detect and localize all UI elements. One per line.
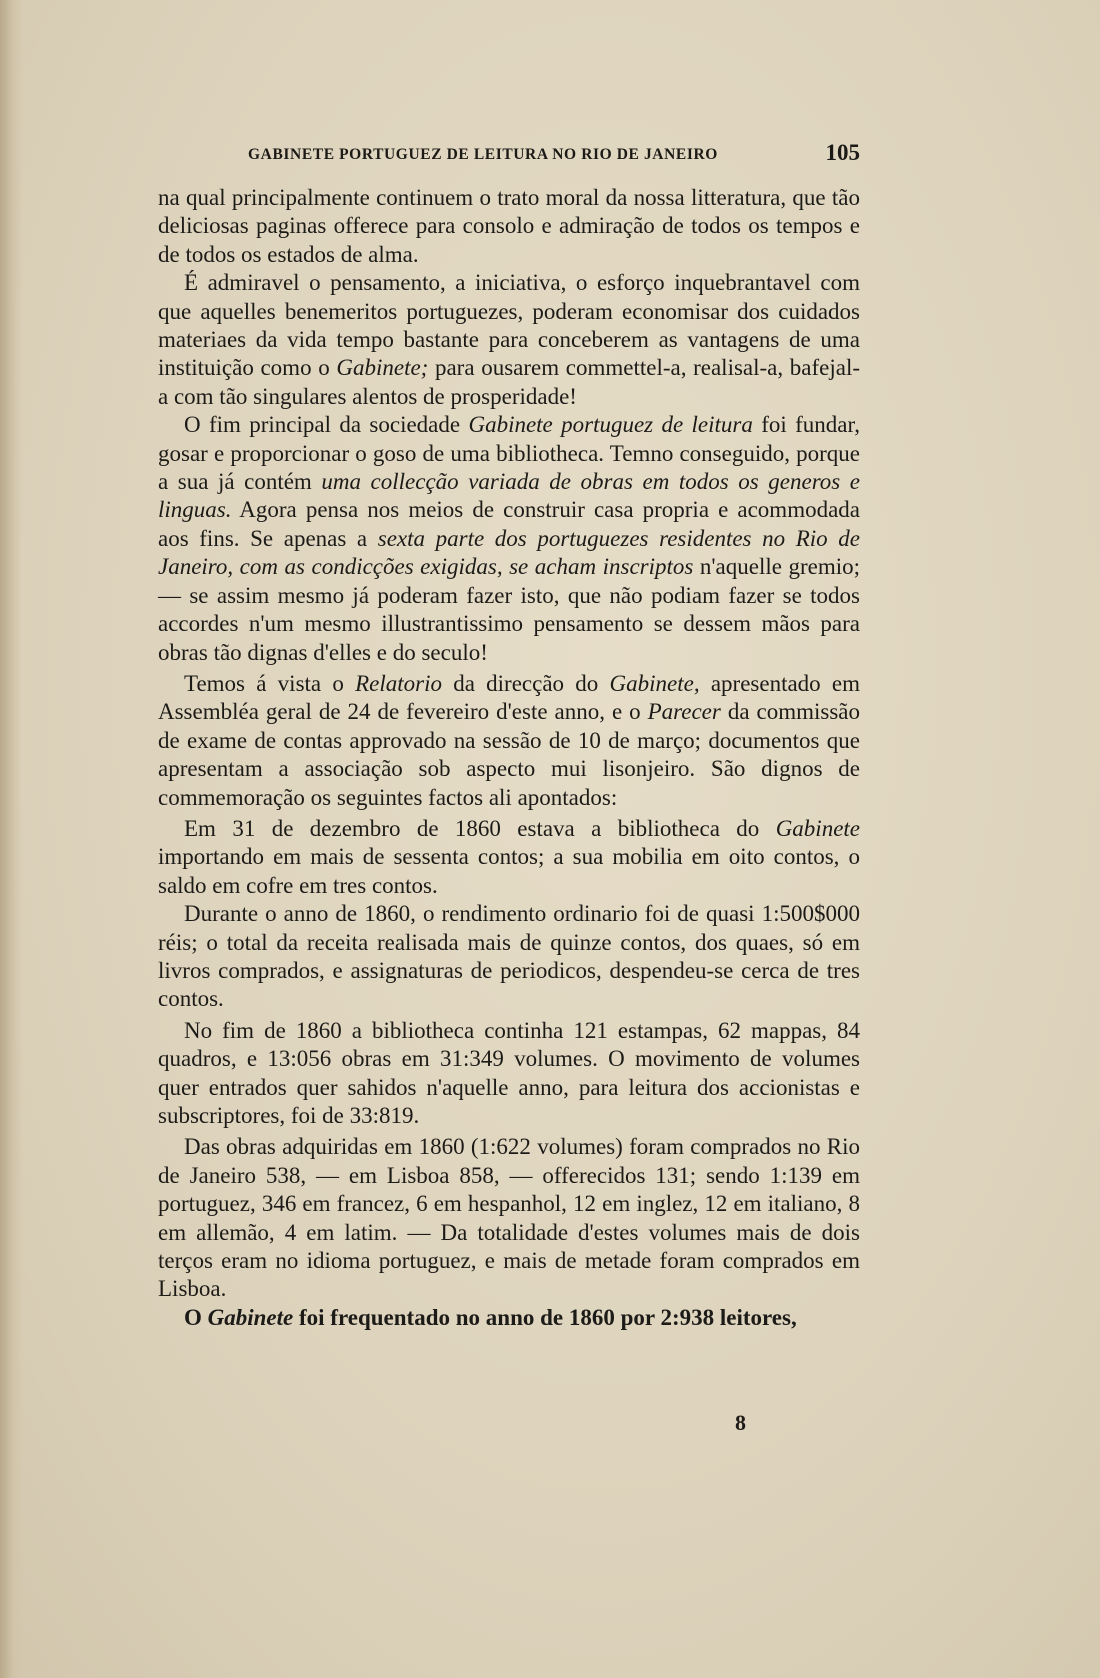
page-number: 105 — [825, 140, 860, 165]
paragraph: Das obras adquiridas em 1860 (1:622 volumes) foram comprados no Rio de Janeiro 538, — em Lisboa 858, — offerecidos 131; sendo 1:139 em portuguez, 346 em francez, 6 em hespanhol, 12 em inglez, 12 em italiano, 8 em allemão, 4 em latim. — Da totalidade d'estes volumes mais de dois terços eram no idioma portuguez, e mais de metade foram comprados em Lisboa. — [158, 1134, 860, 1302]
paragraph: Temos á vista o Relatorio da direcção do Gabinete, apresentado em Assembléa geral de 24 de fevereiro d'este anno, e o Parecer da commissão de exame de contas approvado na sessão de 10 de março; documentos que apresentam a associação sob aspecto mui lisonjeiro. São dignos de commemoração os seguintes factos ali apontados: — [158, 670, 861, 810]
page-gutter-shadow — [0, 0, 22, 1678]
paragraph: Durante o anno de 1860, o rendimento ordinario foi de quasi 1:500$000 réis; o total da receita realisada mais de quinze contos, dos quaes, só em livros comprados, e assignaturas de periodicos, despendeu-se cerca de tres contos. — [158, 901, 860, 1012]
signature-mark: 8 — [735, 1410, 746, 1435]
body-text — [158, 184, 860, 1332]
paragraph: O fim principal da sociedade Gabinete portuguez de leitura foi fundar, gosar e proporcionar o goso de uma bibliotheca. Temno conseguido, porque a sua já contém uma collecção variada de obras em todos os generos e linguas. Agora pensa nos meios de construir casa propria e acommodada aos fins. Se apenas a sexta parte dos portuguezes residentes no Rio de Janeiro, com as condicções exigidas, se acham inscriptos n'aquelle gremio; — se assim mesmo já poderam fazer isto, que não podiam fazer se todos accordes n'um mesmo illustrantissimo pensamento se dessem mãos para obras tão dignas d'elles e do seculo! — [158, 412, 860, 665]
running-title: GABINETE PORTUGUEZ DE LEITURA NO RIO DE JANEIRO — [248, 146, 718, 163]
paragraph: Em 31 de dezembro de 1860 estava a bibliotheca do Gabinete importando em mais de sessenta contos; a sua mobilia em oito contos, o saldo em cofre em tres contos. — [158, 815, 860, 898]
paragraph: É admiravel o pensamento, a iniciativa, o esforço inquebrantavel com que aquelles benemeritos portuguezes, poderam economisar dos cuidados materiaes da vida tempo bastante para conceberem as vantagens de uma instituição como o Gabinete; para ousarem commettel-a, realisal-a, bafejal-a com tão singulares alentos de prosperidade! — [158, 270, 860, 409]
paragraph: na qual principalmente continuem o trato moral da nossa litteratura, que tão deliciosas paginas offerece para consolo e admiração de todos os tempos e de todos os estados de alma. — [158, 185, 860, 267]
page-header — [160, 140, 860, 170]
paragraph: No fim de 1860 a bibliotheca continha 121 estampas, 62 mappas, 84 quadros, e 13:056 obras em 31:349 volumes. O movimento de volumes quer entrados quer sahidos n'aquelle anno, para leitura dos accionistas e subscriptores, foi de 33:819. — [158, 1017, 860, 1128]
paragraph: O Gabinete foi frequentado no anno de 1860 por 2:938 leitores, — [184, 1304, 797, 1330]
